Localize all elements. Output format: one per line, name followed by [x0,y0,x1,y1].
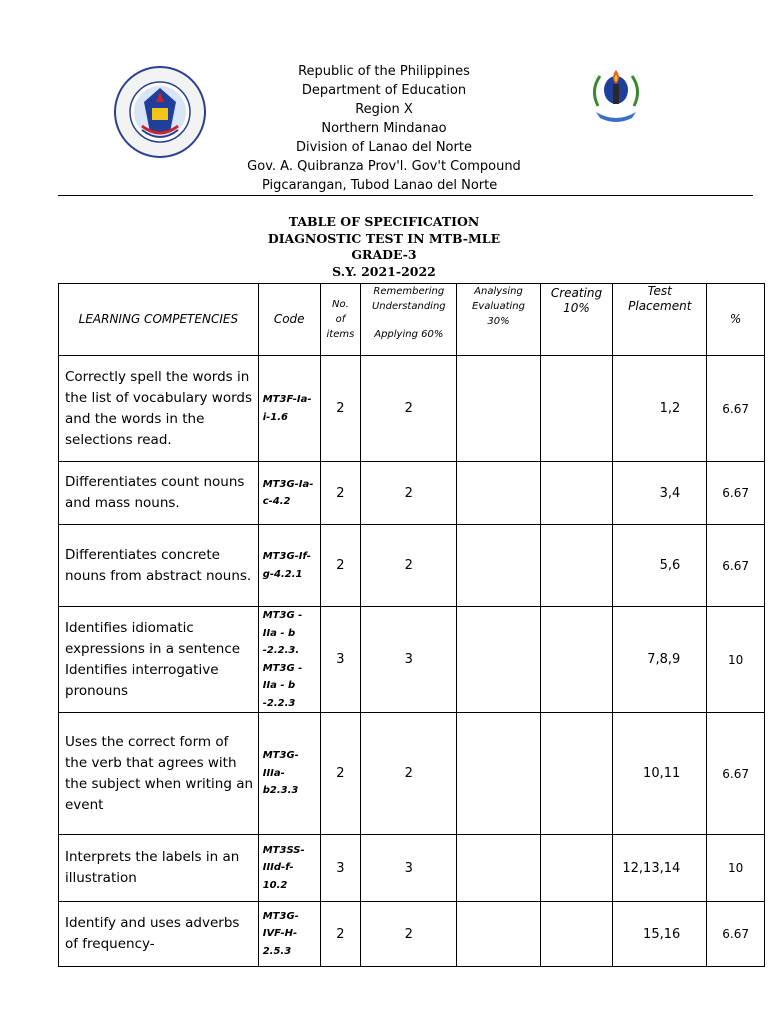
creating-cell [540,835,613,902]
items-cell: 2 [320,462,361,525]
header-divider [58,195,753,196]
percent-cell: 6.67 [707,902,765,967]
remembering-cell: 3 [361,607,457,713]
competency-cell: Differentiates concrete nouns from abstract nouns. [59,525,259,607]
items-cell: 2 [320,525,361,607]
competency-cell: Identifies idiomatic expressions in a sentence Identifies interrogative pronouns [59,607,259,713]
table-row [59,356,765,462]
code-cell: MT3SS-IIId-f-10.2 [258,835,320,902]
placement-cell: 7,8,9 [613,607,707,713]
percent-cell: 10 [707,607,765,713]
table-row [59,713,765,835]
creating-cell [540,607,613,713]
creating-cell [540,902,613,967]
document-title [0,214,768,280]
analysing-cell [457,356,540,462]
placement-cell: 10,11 [613,713,707,835]
placement-cell: 1,2 [613,356,707,462]
items-cell: 2 [320,356,361,462]
code-cell: MT3G-IVF-H-2.5.3 [258,902,320,967]
percent-cell: 6.67 [707,462,765,525]
code-cell: MT3F-Ia-i-1.6 [258,356,320,462]
header-creating: Creating 10% [540,284,613,356]
placement-cell: 5,6 [613,525,707,607]
items-cell: 2 [320,902,361,967]
creating-cell [540,525,613,607]
placement-cell: 12,13,14 [613,835,707,902]
analysing-cell [457,713,540,835]
title-line: TABLE OF SPECIFICATION [288,214,480,229]
letterhead-line: Gov. A. Quibranza Prov'l. Gov't Compound [247,159,521,174]
competency-cell: Identify and uses adverbs of frequency- [59,902,259,967]
table-row [59,462,765,525]
specification-table [58,283,765,967]
letterhead-line: Department of Education [301,83,467,98]
placement-cell: 3,4 [613,462,707,525]
analysing-cell [457,525,540,607]
competency-cell: Interprets the labels in an illustration [59,835,259,902]
remembering-cell: 2 [361,356,457,462]
header-percent: % [707,284,765,356]
items-cell: 3 [320,835,361,902]
remembering-cell: 3 [361,835,457,902]
letterhead-line: Division of Lanao del Norte [296,140,472,155]
letterhead-line: Region X [355,102,413,117]
header-no-of-items: No. of items [320,284,361,356]
competency-cell: Differentiates count nouns and mass nouns. [59,462,259,525]
items-cell: 3 [320,607,361,713]
table-row [59,835,765,902]
creating-cell [540,713,613,835]
header-code: Code [258,284,320,356]
header-competencies: LEARNING COMPETENCIES [59,284,259,356]
analysing-cell [457,902,540,967]
header-analysing: Analysing Evaluating 30% [457,284,540,356]
items-cell: 2 [320,713,361,835]
percent-cell: 6.67 [707,525,765,607]
percent-cell: 6.67 [707,356,765,462]
code-cell: MT3G -IIa - b -2.2.3. MT3G -IIa - b -2.2.3 [258,607,320,713]
remembering-cell: 2 [361,902,457,967]
competency-cell: Correctly spell the words in the list of vocabulary words and the words in the selections read. [59,356,259,462]
letterhead-line: Northern Mindanao [321,121,447,136]
letterhead [200,62,568,195]
division-seal-logo [580,66,652,130]
table-row [59,607,765,713]
remembering-cell: 2 [361,713,457,835]
table-header-row [59,284,765,356]
title-line: DIAGNOSTIC TEST IN MTB-MLE [267,230,501,246]
letterhead-line: Republic of the Philippines [298,64,470,79]
code-cell: MT3G-Ia-c-4.2 [258,462,320,525]
title-line: S.Y. 2021-2022 [332,263,436,279]
table-row [59,902,765,967]
table-row [59,525,765,607]
percent-cell: 6.67 [707,713,765,835]
deped-seal-logo [112,64,208,160]
analysing-cell [457,607,540,713]
header-remembering: Remembering Understanding Applying 60% [361,284,457,356]
competency-cell: Uses the correct form of the verb that agrees with the subject when writing an event [59,713,259,835]
code-cell: MT3G-If-g-4.2.1 [258,525,320,607]
letterhead-line: Pigcarangan, Tubod Lanao del Norte [262,178,498,193]
analysing-cell [457,835,540,902]
creating-cell [540,356,613,462]
title-line: GRADE-3 [351,247,417,262]
code-cell: MT3G-IIIa-b2.3.3 [258,713,320,835]
header-test-placement: Test Placement [613,284,707,356]
creating-cell [540,462,613,525]
analysing-cell [457,462,540,525]
remembering-cell: 2 [361,462,457,525]
percent-cell: 10 [707,835,765,902]
placement-cell: 15,16 [613,902,707,967]
remembering-cell: 2 [361,525,457,607]
